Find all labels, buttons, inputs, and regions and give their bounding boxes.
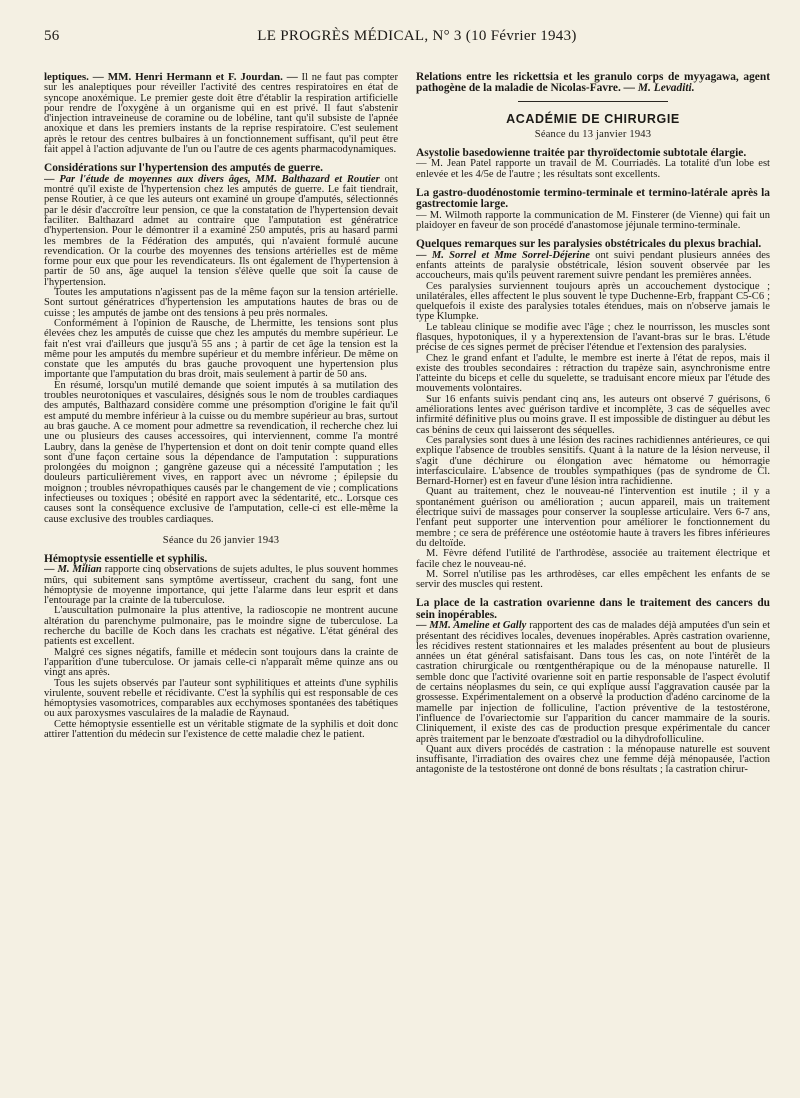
text-columns (44, 72, 770, 778)
paragraph: — M. Jean Patel rapporte un travail de M. Courriadès. La totalité d'un lobe est enlevée et les 4/5e de l'autre ; les résultats sont excellents. (416, 158, 770, 180)
continuation-lead: leptiques. — MM. Henri Hermann et F. Jourdan. — (44, 72, 298, 83)
section-heading: ACADÉMIE DE CHIRURGIE (506, 111, 680, 126)
session-date: Séance du 26 janvier 1943 (162, 534, 280, 546)
paragraph: Cette hémoptysie essentielle est un véritable stigmate de la syphilis et doit donc attirer l'attention du médecin sur l'existence de cette maladie chez le patient. (44, 718, 398, 741)
paragraph: M. Fèvre défend l'utilité de l'arthrodèse, associée au traitement électrique et facile chez le nouveau-né. (416, 548, 770, 570)
paragraph: Conformément à l'opinion de Rausche, de Lhermitte, les tensions sont plus élevées chez les amputés de cuisse que chez les amputés du membre supérieur. Le fait n'est vrai d'ailleurs que jusqu'à 55 ans ; à partir de cet âge la tension est la même pour les amputés du membre supérieur et du membre inférieur. De même on constate que les amputés du bras gauche provoquent une hypertension plus importante que l'amputation du bras droit, mais seulement à partir de 50 ans. (44, 317, 398, 381)
paragraph: — M. Wilmoth rapporte la communication de M. Finsterer (de Vienne) qui fait un plaidoyer en faveur de son procédé d'anastomose jéjunale termino-terminale. (416, 209, 770, 231)
page-number: 56 (44, 28, 60, 44)
right-column (416, 72, 770, 778)
paragraph: Ces paralysies surviennent toujours après un accouchement dystocique ; unilatérales, elles affectent le plus souvent le type Duchenne-Erb, frappant C5-C6 ; quelquefois il existe des paralysies totales étendues, mais on n'observe jamais le type Klumpke. (416, 280, 770, 323)
article-title: Quelques remarques sur les paralysies obstétricales du plexus brachial. (416, 238, 762, 251)
article-authors: — M. Milian (44, 564, 102, 576)
paragraph: Malgré ces signes négatifs, famille et médecin sont toujours dans la crainte de l'apparition d'une tuberculose. Or jamais celle-ci n'apparaît même quinze ans ou vingt ans après. (44, 646, 398, 679)
paragraph: Quant aux divers procédés de castration : la ménopause naturelle est souvent insuffisante, l'irradiation des ovaires chez une femme déjà ménopausée, l'action antagoniste de la testostérone ont donné de bons résultats ; la castration chirur- (416, 743, 770, 776)
article-title: Considérations sur l'hypertension des amputés de guerre. (44, 162, 323, 175)
paragraph: rapportent des cas de malades déjà amputées d'un sein et présentant des récidives locales, devenues inopérables. Après castration ovarienne, les récidives restent stationnaires et les malades présentent au bout de plusieurs années un état général satisfaisant. Dans tous les cas, on note l'intérêt de la castration chirurgicale ou rœntgenthérapique ou de la ménopause naturelle. Il semble donc que l'activité ovarienne soit en partie responsable de l'aspect évolutif de certains néoplasmes du sein, ce qui explique aussi l'aggravation causée par la grossesse. Expérimentalement on a observé la production d'adéno carcinome de la mamelle par injection de folliculine, l'action préventive de la testostérone, l'influence de l'ovariectomie sur l'apparition du cancer mammaire de la souris. Cliniquement, il existe des cas de production presque expérimentale du cancer après traitement par le benzoate d'œstradiol ou la dihydrofolliculine. (416, 620, 770, 745)
article-asystolie (416, 148, 770, 180)
article-paralysies (416, 239, 770, 590)
paragraph: M. Sorrel n'utilise pas les arthrodèses, car elles empêchent les enfants de se servir des muscles qui restent. (416, 568, 770, 591)
article-rickettsia (416, 72, 770, 95)
paragraph: Il ne faut pas compter sur les analeptiques pour réveiller l'activité des centres respiratoires en état de syncope anoxémique. Le premier geste doit être d'établir la respiration artificielle pour rendre de l'oxygène à un organisme qui en est privé. Il faut s'abstenir d'injection intraveineuse de coramine ou de lobéline, tant qu'il subsiste de l'apnée anoxique et dans les premiers instants de la reprise respiratoire. C'est seulement après le retour des centres bulbaires à un fonctionnement suffisant, qu'il peut être fait appel à l'action adjuvante de l'un ou l'autre de ces agents pharmacodynamiques. (44, 72, 398, 156)
article-title: Hémoptysie essentielle et syphilis. (44, 552, 208, 565)
paragraph: ont suivi pendant plusieurs années des enfants atteints de paralysie obstétricale, lésion souvent observée par les accoucheurs, mais qu'ils peuvent rarement suivre pendant les premières années. (416, 249, 770, 282)
article-title: La gastro-duodénostomie termino-terminale et termino-latérale après la gastrectomie large. (416, 186, 770, 211)
paragraph: Toutes les amputations n'agissent pas de la même façon sur la tension artérielle. Sont surtout génératrices d'hypertension les amputations hautes de bras ou de cuisse ; les amputés de jambe ont des tensions à peu près normales. (44, 287, 398, 319)
paragraph: L'auscultation pulmonaire la plus attentive, la radioscopie ne montrent aucune altération du parenchyme pulmonaire, pas le moindre signe de tuberculose. La recherche du bacille de Koch dans les crachats est négative. L'état général des patients est excellent. (44, 605, 398, 648)
running-header (44, 28, 770, 50)
paragraph: Tous les sujets observés par l'auteur sont syphilitiques et atteints d'une syphilis virulente, souvent rebelle et récidivante. C'est la syphilis qui est responsable de ces hémoptysies vasomotrices, comparables aux ecchymoses spontanées des tabétiques ou aux paroxysmes vasculaires de la maladie de Raynaud. (44, 677, 398, 720)
paragraph: En résumé, lorsqu'un mutilé demande que soient imputés à sa mutilation des troubles neurotoniques et vasculaires, désignés sous le nom de troubles cardiaques des amputés, Balthazard considère comme une présomption d'origine le fait qu'il est amputé du membre inférieur à la cuisse ou du membre supérieur au bras, surtout au bras gauche. A ce moment pour admettre sa revendication, il recherche chez lui une ou plusieurs des causes accessoires, qui interviennent, comme l'a montré Laubry, dans la genèse de l'hypertension et dont on doit tenir compte quand elles sont d'une façon certaine sous la dépendance de l'amputation : suppurations prolongées du moignon ; gangrène gazeuse qui a nécessité l'amputation ; les douleurs particulièrement vives, en rapport avec un névrome ; épilepsie du moignon ; troubles névropathiques causés par le changement de vie ; complications infectieuses ou toxiques ; obésité en rapport avec la sédentarité, etc.. Lorsque ces causes sont la conséquence exclusive de l'amputation, celle-ci est elle-même la cause exclusive des troubles cardiaques. (44, 379, 398, 525)
paragraph: rapporte cinq observations de sujets adultes, le plus souvent hommes mûrs, qui subitement sans symptôme avertisseur, crachent du sang, font une hémoptysie de moyenne importance, qui jette l'alarme dans leur esprit et dans l'entourage par la crainte de la tuberculose. (44, 564, 398, 607)
article-hemoptysie (44, 554, 398, 740)
article-castration (416, 598, 770, 775)
article-title: Asystolie basedowienne traitée par thyroïdectomie subtotale élargie. (416, 146, 747, 159)
article-authors: — Par l'étude de moyennes aux divers âges, MM. Balthazard et Routier (44, 173, 380, 185)
session-date: Séance du 13 janvier 1943 (534, 128, 652, 140)
article-authors: — M. Levaditi. (623, 82, 695, 95)
paragraph: Ces paralysies sont dues à une lésion des racines rachidiennes antérieures, ce qui explique l'absence de troubles sensitifs. Quant à la nature de la lésion nerveuse, il s'agit d'une déchirure ou élongation avec hématome ou hémorragie interfasciculaire. L'absence de troubles sympathiques (pas de syndrome de Cl. Bernard-Horner) est en faveur d'une lésion intra rachidienne. (416, 434, 770, 488)
article-title: La place de la castration ovarienne dans le traitement des cancers du sein inopérables. (416, 597, 770, 621)
article-title: Relations entre les rickettsia et les granulo corps de myyagawa, agent pathogène de la maladie de Nicolas-Favre. (416, 72, 770, 95)
paragraph: Quant au traitement, chez le nouveau-né l'intervention est inutile ; il y a spontanément guérison ou amélioration ; aucun appareil, mais un traitement électrique suivi de massages pour conserver la souplesse articulaire. Vers 6-7 ans, l'enfant peut supporter une intervention pour améliorer le fonctionnement du membre ; ce sera de préférence une ostéotomie haute à travers les fibres inférieures du deltoïde. (416, 486, 770, 549)
section-divider (518, 101, 668, 102)
article-continuation (44, 72, 398, 155)
paragraph: Sur 16 enfants suivis pendant cinq ans, les auteurs ont observé 7 guérisons, 6 améliorations lentes avec guérison tardive et incomplète, 3 cas de séquelles avec infirmité définitive plus ou moins grave. Il est impossible de distinguer au début les cas bénins de ceux qui laisseront des séquelles. (416, 393, 770, 436)
left-column (44, 72, 398, 778)
article-authors: — M. Sorrel et Mme Sorrel-Déjerine (416, 249, 590, 261)
article-gastro (416, 188, 770, 231)
paragraph: ont montré qu'il existe de l'hypertension chez les amputés de guerre. Le fait tiendrait, pense Routier, à ce que les auteurs ont examiné un groupe d'amputés, sélectionnés par le désir d'accroître leur pension, ce que la constatation de l'hypertension devait faciliter. Balthazard admet au contraire que l'amputation est génératrice d'hypertension. Pour le démontrer il a examiné 250 amputés, pris au hasard parmi les membres de la Fédération des amputés, qui n'avaient formulé aucune revendication. Or la courbe des moyennes des tensions artérielles est de même forme pour eux que pour les revendicateurs. Ils ont également de l'hypertension à partir de 50 ans, âge auquel la tension s'élève quelle que soit la cause de l'hypertension. (44, 173, 398, 288)
article-hypertension (44, 163, 398, 525)
paragraph: Chez le grand enfant et l'adulte, le membre est inerte à l'état de repos, mais il existe des troubles secondaires : rétraction du trapèze sain, asynchronisme entre l'atteinte du biceps et celle du squelette, se traduisant encore mieux par l'étude des mouvements volontaires. (416, 352, 770, 395)
journal-title: LE PROGRÈS MÉDICAL, N° 3 (10 Février 1943) (257, 28, 577, 44)
paragraph: Le tableau clinique se modifie avec l'âge ; chez le nourrisson, les muscles sont flasques, hypotoniques, il y a hyperextension de l'avant-bras sur le bras. L'étude précise de ces signes permet de préciser l'étendue et l'extension des paralysies. (416, 321, 770, 354)
article-authors: — MM. Ameline et Gally (416, 620, 527, 632)
